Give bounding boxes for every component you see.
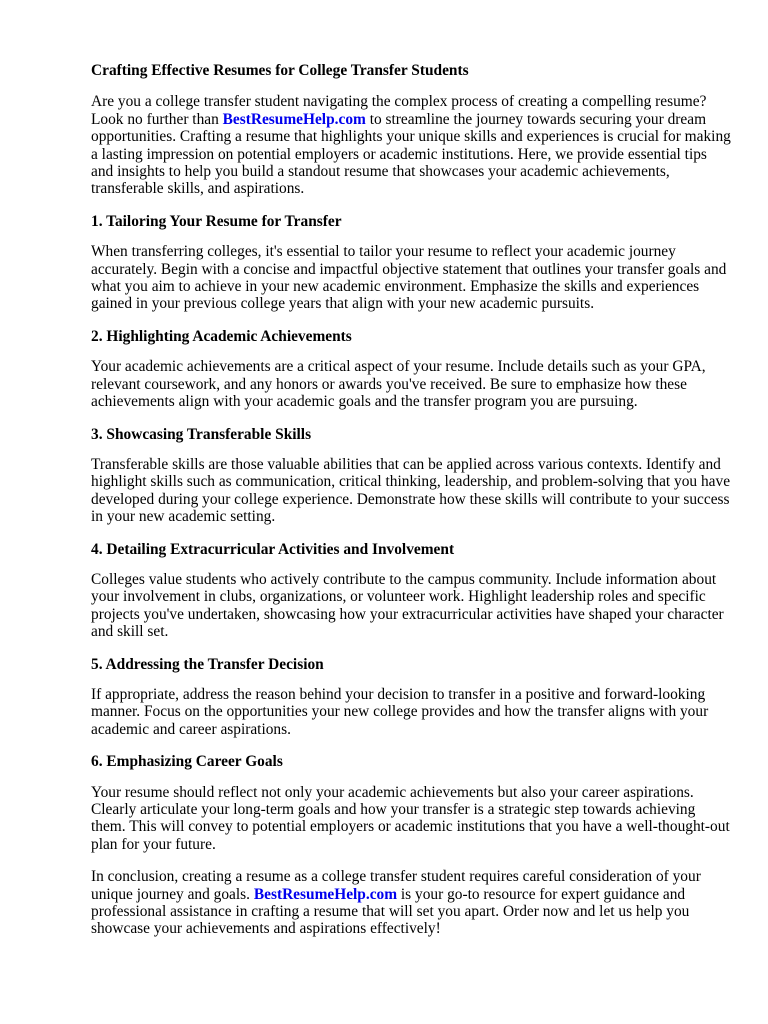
intro-text-end: to streamline the journey towards securing your dream opportunities. Crafting a resume that highlights your unique skills and experiences is crucial for making a lasting impression on potential employers or academic institutions. Here, we provide essential tips and insights to help you build a standout resume that showcases your academic achievements, transferable skills, and aspirations.	[91, 110, 731, 198]
conclusion-paragraph	[91, 868, 731, 938]
section-heading-tailoring: 1. Tailoring Your Resume for Transfer	[91, 212, 342, 230]
conclusion-website-link[interactable]: BestResumeHelp.com	[253, 885, 398, 903]
section-heading-transfer-decision: 5. Addressing the Transfer Decision	[91, 655, 324, 673]
section-heading-career-goals: 6. Emphasizing Career Goals	[91, 753, 283, 771]
document-title: Crafting Effective Resumes for College Transfer Students	[91, 62, 469, 79]
section-heading-transferable-skills: 3. Showcasing Transferable Skills	[91, 425, 312, 443]
section-heading-academic-achievements: 2. Highlighting Academic Achievements	[91, 327, 352, 345]
conclusion-text-end: is your go-to resource for expert guidance and professional assistance in crafting a resume that will set you apart. Order now and let us help you showcase your achievements and aspirations effectively!	[91, 885, 690, 938]
section-body-transfer-decision: If appropriate, address the reason behind your decision to transfer in a positive and forward-looking manner. Focus on the opportunities your new college provides and how the transfer aligns with your academic and career aspirations.	[91, 685, 709, 738]
section-body-transferable-skills: Transferable skills are those valuable abilities that can be applied across various contexts. Identify and highlight skills such as communication, critical thinking, leadership, and problem-solving that you have developed during your college experience. Demonstrate how these skills will contribute to your success in your new academic setting.	[91, 455, 731, 526]
section-heading-extracurricular: 4. Detailing Extracurricular Activities and Involvement	[91, 540, 455, 558]
conclusion-text-start: In conclusion, creating a resume as a college transfer student requires careful consideration of your unique journey and goals.	[91, 868, 701, 903]
section-body-extracurricular: Colleges value students who actively contribute to the campus community. Include information about your involvement in clubs, organizations, or volunteer work. Highlight leadership roles and specific projects you've undertaken, showcasing how your extracurricular activities have shaped your character and skill set.	[91, 570, 724, 641]
section-body-tailoring: When transferring colleges, it's essential to tailor your resume to reflect your academic journey accurately. Begin with a concise and impactful objective statement that outlines your transfer goals and what you aim to achieve in your new academic environment. Emphasize the skills and experiences gained in your previous college years that align with your new academic pursuits.	[91, 243, 727, 313]
intro-text-start: Are you a college transfer student navigating the complex process of creating a compelling resume? Look no further than	[91, 93, 707, 128]
intro-website-link[interactable]: BestResumeHelp.com	[222, 110, 366, 128]
section-body-academic-achievements: Your academic achievements are a critical aspect of your resume. Include details such as your GPA, relevant coursework, and any honors or awards you've received. Be sure to emphasize how these achievements align with your academic goals and the transfer program you are pursuing.	[91, 358, 706, 411]
intro-paragraph	[91, 93, 731, 197]
section-body-career-goals: Your resume should reflect not only your academic achievements but also your career aspirations. Clearly articulate your long-term goals and how your transfer is a strategic step towards achieving them. This will convey to potential employers or academic institutions that you have a well-thought-out plan for your future.	[91, 783, 730, 853]
document-page	[91, 62, 731, 953]
